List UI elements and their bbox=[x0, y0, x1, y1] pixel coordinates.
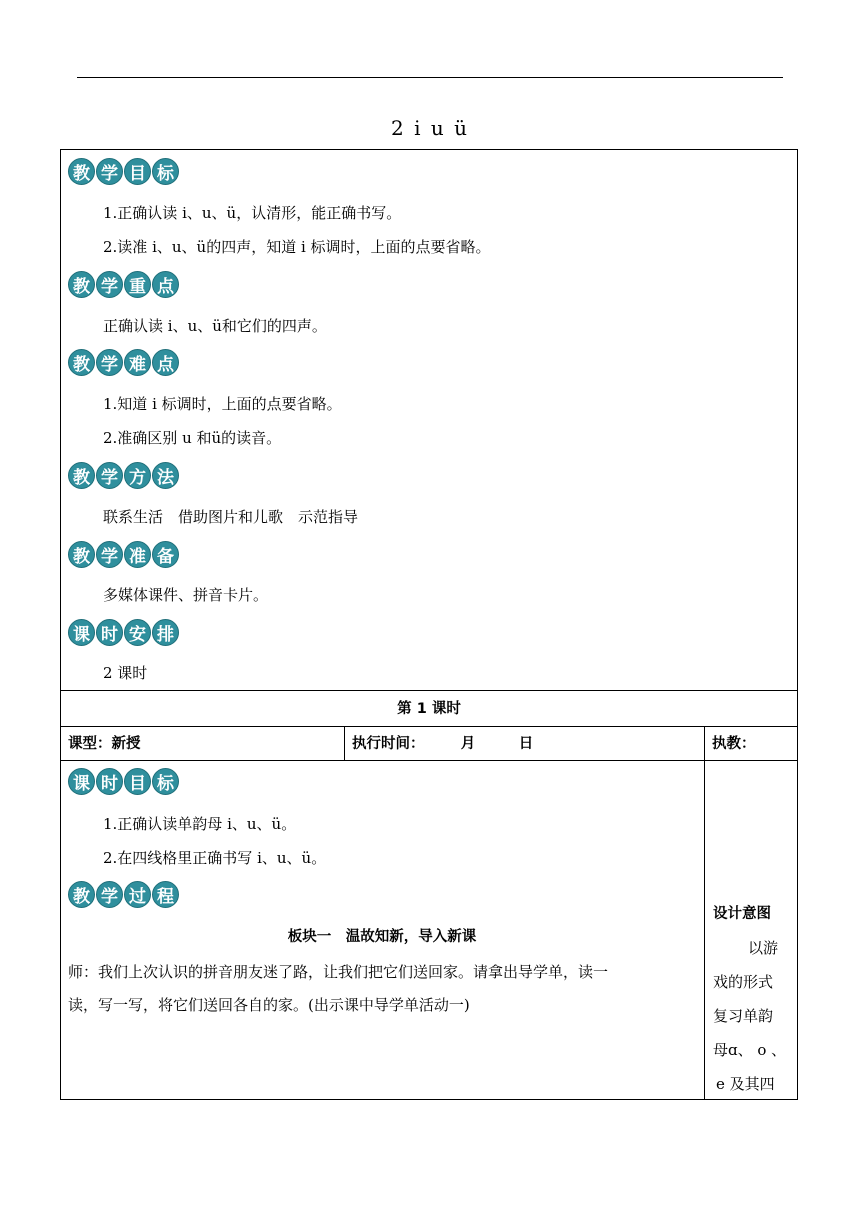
preparation-item: 多媒体课件、拼音卡片。 bbox=[103, 586, 269, 604]
schedule-item: 2 课时 bbox=[103, 664, 148, 682]
block-title: 板块一 温故知新，导入新课 bbox=[287, 929, 477, 945]
badge-char: 教 bbox=[68, 881, 95, 908]
page-title: 2 i u ü bbox=[391, 116, 469, 140]
badge-char: 学 bbox=[96, 349, 123, 376]
lesson-type: 课型：新授 bbox=[68, 736, 141, 752]
design-line: 戏的形式 bbox=[713, 973, 774, 991]
badge-char: 课 bbox=[68, 619, 95, 646]
badge-char: 排 bbox=[152, 619, 179, 646]
col-divider bbox=[344, 726, 345, 761]
paragraph-line: 读，写一写，将它们送回各自的家。(出示课中导学单活动一) bbox=[68, 996, 470, 1014]
badge-char: 法 bbox=[152, 462, 179, 489]
badge-char: 学 bbox=[96, 462, 123, 489]
objective-item: 1.正确认读单韵母 i、u、ü。 bbox=[103, 815, 297, 833]
badge-char: 教 bbox=[68, 541, 95, 568]
badge-char: 点 bbox=[152, 349, 179, 376]
section-badge-key-points bbox=[68, 271, 179, 299]
design-heading: 设计意图 bbox=[713, 906, 771, 922]
badge-char: 教 bbox=[68, 271, 95, 298]
header-rule bbox=[77, 77, 783, 78]
section-badge-preparation bbox=[68, 541, 179, 569]
section-badge-difficulties bbox=[68, 349, 179, 377]
lesson-time: 执行时间： 月 日 bbox=[352, 736, 534, 752]
badge-char: 标 bbox=[152, 768, 179, 795]
badge-char: 安 bbox=[124, 619, 151, 646]
goal-item: 2.读准 i、u、ü的四声，知道 i 标调时，上面的点要省略。 bbox=[103, 238, 491, 256]
badge-char: 方 bbox=[124, 462, 151, 489]
badge-char: 难 bbox=[124, 349, 151, 376]
badge-char: 点 bbox=[152, 271, 179, 298]
design-line: 母ɑ、 o 、 bbox=[713, 1041, 787, 1059]
badge-char: 学 bbox=[96, 158, 123, 185]
section-badge-objectives bbox=[68, 768, 179, 796]
badge-char: 教 bbox=[68, 158, 95, 185]
section-badge-methods bbox=[68, 462, 179, 490]
difficulty-item: 2.准确区别 u 和ü的读音。 bbox=[103, 429, 282, 447]
method-item: 联系生活 借助图片和儿歌 示范指导 bbox=[103, 508, 359, 526]
goal-item: 1.正确认读 i、u、ü，认清形，能正确书写。 bbox=[103, 204, 402, 222]
design-line: 以游 bbox=[748, 939, 779, 957]
badge-char: 学 bbox=[96, 541, 123, 568]
badge-char: 教 bbox=[68, 462, 95, 489]
col-divider bbox=[704, 726, 705, 1100]
objective-item: 2.在四线格里正确书写 i、u、ü。 bbox=[103, 849, 327, 867]
section-badge-schedule bbox=[68, 619, 179, 647]
badge-char: 准 bbox=[124, 541, 151, 568]
lesson-heading: 第 1 课时 bbox=[397, 701, 461, 717]
difficulty-item: 1.知道 i 标调时，上面的点要省略。 bbox=[103, 395, 342, 413]
key-point-item: 正确认读 i、u、ü和它们的四声。 bbox=[103, 317, 327, 335]
design-line: 复习单韵 bbox=[713, 1007, 774, 1025]
badge-char: 标 bbox=[152, 158, 179, 185]
section-badge-process bbox=[68, 881, 179, 909]
badge-char: 备 bbox=[152, 541, 179, 568]
badge-char: 时 bbox=[96, 768, 123, 795]
lesson-teacher: 执教： bbox=[712, 736, 756, 752]
badge-char: 课 bbox=[68, 768, 95, 795]
section-badge-goals bbox=[68, 158, 179, 186]
badge-char: 重 bbox=[124, 271, 151, 298]
paragraph-line: 师：我们上次认识的拼音朋友迷了路，让我们把它们送回家。请拿出导学单，读一 bbox=[68, 963, 609, 981]
badge-char: 学 bbox=[96, 881, 123, 908]
badge-char: 目 bbox=[124, 158, 151, 185]
badge-char: 程 bbox=[152, 881, 179, 908]
design-line: e 及其四 bbox=[716, 1075, 775, 1093]
badge-char: 学 bbox=[96, 271, 123, 298]
badge-char: 时 bbox=[96, 619, 123, 646]
badge-char: 教 bbox=[68, 349, 95, 376]
badge-char: 目 bbox=[124, 768, 151, 795]
badge-char: 过 bbox=[124, 881, 151, 908]
